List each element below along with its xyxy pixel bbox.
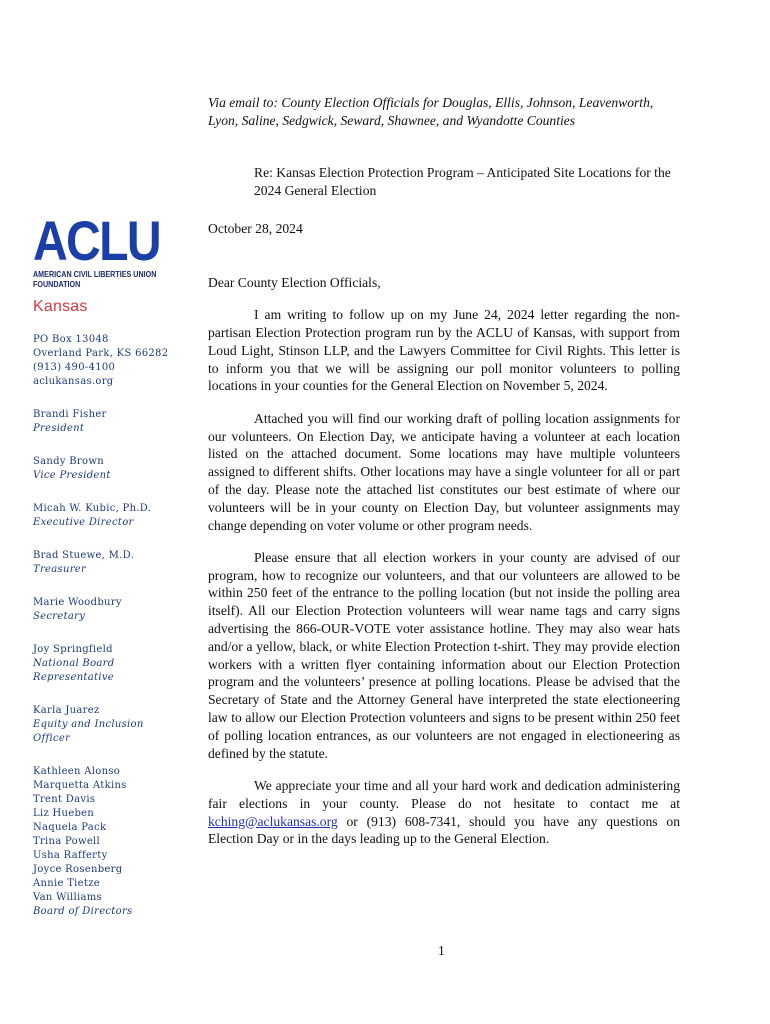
board-member: Usha Rafferty	[33, 850, 108, 861]
paragraph-3: Please ensure that all election workers in your county are advised of our program, how to recognize our volunteers, and that our volunteers are allowed to be within 250 feet of the entrance to the polling location (but not inside the polling area itself). All our Election Protection volunteers will wear name tags and carry signs advertising the 866-OUR-VOTE voter assistance hotline. They may also wear hats and/or a yellow, black, or white Election Protection t-shirt. They may provide election workers with a written flyer containing information about our Election Protection program and the volunteers’ presence at polling locations. Please be advised that the Secretary of State and the Attorney General have interpreted the state electioneering law to allow our Election Protection volunteers and signs to be present within 250 feet of polling location entrances, as our volunteers are not engaged in electioneering as defined by the statute.	[208, 549, 680, 761]
letterhead-sidebar	[33, 333, 193, 938]
board-member: Liz Hueben	[33, 808, 95, 819]
board-member: Trent Davis	[33, 794, 96, 805]
org-name	[33, 270, 171, 290]
board-member: Naquela Pack	[33, 822, 107, 833]
aclu-logo	[33, 209, 173, 290]
website: aclukansas.org	[33, 376, 114, 387]
officer-role: Treasurer	[33, 564, 87, 575]
board-member: Trina Powell	[33, 836, 101, 847]
officer-role: President	[33, 423, 85, 434]
equity-officer	[33, 704, 193, 746]
salutation: Dear County Election Officials,	[208, 275, 381, 290]
national-board-rep	[33, 643, 193, 685]
board-member: Van Williams	[33, 892, 102, 903]
org-name-line2: FOUNDATION	[33, 280, 81, 289]
board-member: Kathleen Alonso	[33, 766, 121, 777]
officer-name: Joy Springfield	[33, 644, 113, 655]
aclu-wordmark: ACLU	[33, 209, 160, 272]
paragraph-4	[208, 777, 680, 848]
officer-secretary	[33, 596, 193, 624]
officer-role: Vice President	[33, 470, 111, 481]
officer-name: Brandi Fisher	[33, 409, 107, 420]
letter-body	[208, 274, 680, 863]
officer-role: Executive Director	[33, 517, 134, 528]
contact-block	[33, 333, 193, 389]
officer-executive-director	[33, 502, 193, 530]
officer-role: Secretary	[33, 611, 86, 622]
phone: (913) 490-4100	[33, 362, 116, 373]
recipient-line: Via email to: County Election Officials for Douglas, Ellis, Johnson, Leavenworth, Lyon, Saline, Sedgwick, Seward, Shawnee, and Wyandotte Counties	[208, 95, 654, 128]
board-member: Marquetta Atkins	[33, 780, 127, 791]
officer-vice-president	[33, 455, 193, 483]
paragraph-2: Attached you will find our working draft of polling location assignments for our volunteers. On Election Day, we anticipate having a volunteer at each location listed on the attached document. Some locations may have multiple volunteers assigned to different shifts. Other locations may have a single volunteer for all or part of the day. Please note the attached list constitutes our best estimate of where our volunteers will be in your county on Election Day, but volunteer assignments may change depending on voter volume or other program needs.	[208, 410, 680, 533]
paragraph-4-start: We appreciate your time and all your hard work and dedication administering fair elections in your county. Please do not hesitate to contact me at	[208, 777, 680, 811]
letter-date: October 28, 2024	[208, 221, 303, 236]
officer-role: Representative	[33, 672, 115, 683]
officer-role: Officer	[33, 733, 71, 744]
subject-line: Re: Kansas Election Protection Program – Anticipated Site Locations for the 2024 General Election	[254, 165, 671, 198]
board-of-directors	[33, 765, 193, 919]
board-member: Joyce Rosenberg	[33, 864, 123, 875]
officer-treasurer	[33, 549, 193, 577]
officer-name: Sandy Brown	[33, 456, 104, 467]
paragraph-4-end: or (913) 608-7341, should you have any questions on Election Day or in the days leading up to the General Election.	[208, 813, 680, 847]
paragraph-1: I am writing to follow up on my June 24, 2024 letter regarding the non-partisan Election Protection program run by the ACLU of Kansas, with support from Loud Light, Stinson LLP, and the Lawyers Committee for Civil Rights. This letter is to inform you that we will be assigning our poll monitor volunteers to polling locations in your counties for the General Election on November 5, 2024.	[208, 307, 680, 394]
contact-email-link[interactable]: kching@aclukansas.org	[208, 813, 338, 829]
officer-role: Equity and Inclusion	[33, 719, 144, 730]
affiliate-name: Kansas	[33, 298, 88, 315]
board-member: Annie Tietze	[33, 878, 100, 889]
officer-name: Micah W. Kubic, Ph.D.	[33, 503, 152, 514]
org-name-line1: AMERICAN CIVIL LIBERTIES UNION	[33, 270, 157, 279]
officer-role: National Board	[33, 658, 115, 669]
officer-president	[33, 408, 193, 436]
officer-name: Marie Woodbury	[33, 597, 122, 608]
city-line: Overland Park, KS 66282	[33, 348, 169, 359]
officer-name: Karla Juarez	[33, 705, 100, 716]
po-box: PO Box 13048	[33, 334, 109, 345]
board-label: Board of Directors	[33, 906, 133, 917]
page-number: 1	[438, 943, 445, 958]
officer-name: Brad Stuewe, M.D.	[33, 550, 135, 561]
